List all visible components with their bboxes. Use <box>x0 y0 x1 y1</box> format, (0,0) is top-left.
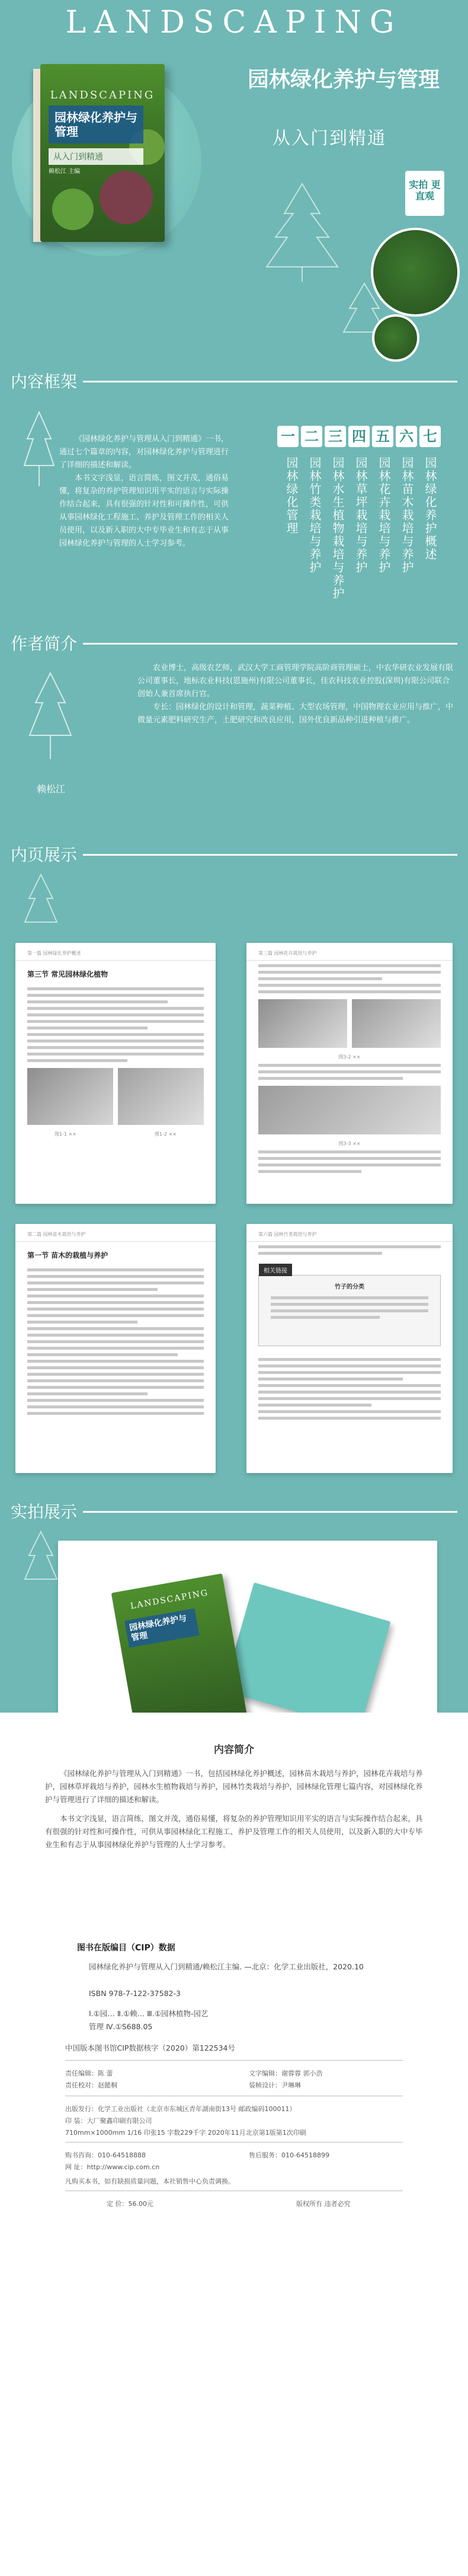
page-section-title: 第一节 苗木的栽植与养护 <box>27 1251 108 1260</box>
cover-title: 园林绿化养护与管理 <box>124 1608 199 1647</box>
hero-banner: LANDSCAPING <box>65 5 403 40</box>
summary-heading: 内容简介 <box>214 1744 254 1756</box>
price: 定 价：56.00元 <box>107 2200 153 2208</box>
page-header: 第二篇 园林苗木栽培与养护 <box>15 1224 216 1242</box>
tree-crown-image <box>52 189 94 230</box>
website: 网 址：http://www.cip.com.cn <box>65 2163 160 2171</box>
plant-photo <box>258 999 347 1048</box>
section-divider <box>83 643 457 645</box>
tree-outline-icon <box>20 872 62 937</box>
cover-banner: LANDSCAPING <box>129 1587 210 1611</box>
section-divider <box>83 381 457 382</box>
cover-author: 赖松江 主编 <box>49 168 81 175</box>
divider <box>65 2142 403 2143</box>
chapter-numeral: 二 <box>301 426 322 447</box>
related-link-box <box>258 1268 441 1346</box>
cip-line: ISBN 978-7-122-37582-3 <box>89 1989 181 1998</box>
page-header: 第六篇 园林竹类栽培与养护 <box>246 1224 453 1242</box>
printer-info: 印 装：大厂聚鑫印刷有限公司 <box>65 2117 152 2125</box>
editor-credit: 文字编辑：谢蓉蓉 郭小浩 <box>249 2070 323 2077</box>
chapter-title: 园林花卉栽培与养护 <box>377 457 391 574</box>
figure-caption: 图1-2 ×× <box>154 1131 177 1137</box>
preview-page <box>15 943 216 1204</box>
section-heading-author: 作者简介 <box>11 634 78 653</box>
intro-paragraph: 本书文字浅显，语言简练，图文并茂，通俗易懂，将复杂的养护管理知识用平实的语言与实际操作结合起来，具有很强的针对性和可操作性，可供从事园林绿化工程施工、养护及管理工作的相关人员使用，以及新入职的大中专毕业生和有志于从事园林绿化养护与管理的人士学习参考。 <box>59 474 229 548</box>
plant-photo <box>352 999 441 1048</box>
book-back-cover <box>223 1583 390 1730</box>
cip-line: 中国版本图书馆CIP数据核字（2020）第122534号 <box>65 2043 235 2052</box>
chapter-numerals <box>277 426 441 447</box>
summary-paragraph: 《园林绿化养护与管理从入门到精通》一书，包括园林绿化养护概述，园林苗木栽培与养护，园林花卉栽培与养护，园林草坪栽培与养护，园林水生植物栽培与养护，园林竹类栽培与养护，园林绿化管理七篇内容，对园林绿化养护与管理进行了详细的描述和解读。 <box>45 1769 423 1804</box>
tree-photo-circle <box>371 228 460 317</box>
chapter-numeral: 五 <box>372 426 393 447</box>
copyright-section <box>0 1713 468 2576</box>
section-divider <box>83 1511 457 1513</box>
chapter-numeral: 七 <box>419 426 441 447</box>
page-header: 第三篇 园林花卉栽培与养护 <box>246 943 453 961</box>
section-heading-framework: 内容框架 <box>11 372 78 391</box>
page-header: 第一篇 园林绿化养护概述 <box>15 943 216 961</box>
chapter-numeral: 四 <box>348 426 370 447</box>
hero-section <box>0 0 468 356</box>
purchase-contact: 购书咨询：010-64518888 <box>65 2151 146 2159</box>
figure-caption: 图3-3 ×× <box>338 1141 361 1146</box>
preview-page <box>246 1224 453 1473</box>
hero-badge: 实拍 更直观 <box>405 171 444 216</box>
cip-title: 图书在版编目（CIP）数据 <box>77 1943 175 1953</box>
related-link-title: 竹子的分类 <box>335 1284 364 1290</box>
divider <box>65 2060 403 2061</box>
author-name: 赖松江 <box>37 783 66 795</box>
author-bio <box>137 662 457 727</box>
section-heading-photos: 实拍展示 <box>11 1502 78 1522</box>
related-link-label: 相关链接 <box>259 1264 292 1276</box>
cover-subtitle: 从入门到精通 <box>49 148 143 165</box>
section-divider <box>83 854 457 856</box>
page-section-title: 第三节 常见园林绿化植物 <box>27 970 108 978</box>
publisher-info: 出版发行：化学工业出版社（北京市东城区青年湖南街13号 邮政编码100011） <box>65 2105 296 2113</box>
plant-photo <box>27 1068 113 1125</box>
intro-paragraph: 《园林绿化养护与管理从入门到精通》一书，通过七个篇章的内容，对园林绿化养护与管理进行了详细的描述和解读。 <box>59 435 229 470</box>
figure-caption: 图3-2 ×× <box>338 1054 361 1060</box>
chapter-numeral: 六 <box>396 426 417 447</box>
book-cover <box>40 64 165 242</box>
service-contact: 售后服务：010-64518899 <box>249 2151 329 2159</box>
chapter-title: 园林绿化养护概述 <box>423 457 437 561</box>
editor-credit: 装帧设计：尹琳琳 <box>249 2081 301 2089</box>
cip-line: Ⅰ.①园… Ⅱ.①赖… Ⅲ.①园林植物-园艺 <box>89 2009 209 2018</box>
author-bio-paragraph: 专长：园林绿化的设计和管理，蔬菜种植、大型农场管理，中国物理农业应用与推广，中微量元素肥料研究生产，土肥研究和改良应用，国外优良新品种引进种植与推广。 <box>137 703 454 725</box>
plant-photo <box>118 1068 204 1125</box>
cip-line: 管理 Ⅳ.①S688.05 <box>89 2022 153 2031</box>
figure-caption: 图1-1 ×× <box>54 1131 76 1137</box>
author-bio-paragraph: 农业博士，高级农艺师，武汉大学工商管理学院高阶商管理硕士，中农华研农业发展有限公司董事长，地标农业科技(恩施州)有限公司董事长，佳农科技农业控股(深圳)有限公司联合创始人兼首席执行官。 <box>137 664 454 699</box>
hero-subtitle: 从入门到精通 <box>273 128 386 149</box>
tree-crown-image <box>100 171 153 224</box>
cip-line: 园林绿化养护与管理从入门到精通/赖松江主编. —北京：化学工业出版社，2020.10 <box>89 1962 364 1971</box>
editor-credit: 责任编辑：陈 蕾 <box>65 2070 113 2077</box>
framework-intro <box>59 433 231 550</box>
tree-outline-icon <box>20 1529 62 1594</box>
preview-page <box>246 943 453 1204</box>
tree-outline-icon <box>21 409 57 510</box>
tree-outline-icon <box>24 670 77 777</box>
quality-notice: 凡购买本书，如有缺损质量问题，本社销售中心负责调换。 <box>65 2178 235 2185</box>
chapter-title: 园林水生植物栽培与养护 <box>331 457 345 600</box>
cover-title: 园林绿化养护与管理 <box>49 106 143 144</box>
plant-photo <box>258 1086 441 1134</box>
summary-paragraph: 本书文字浅显，语言简练，图文并茂，通俗易懂，将复杂的养护管理知识用平实的语言与实际操作结合起来，具有很强的针对性和可操作性，可供从事园林绿化工程施工、养护及管理工作的相关人员使用，以及新入职的大中专毕业生和有志于从事园林绿化养护与管理的人士学习参考。 <box>45 1814 423 1849</box>
hero-title: 园林绿化养护与管理 <box>248 67 440 92</box>
chapter-title: 园林苗木栽培与养护 <box>400 457 414 574</box>
print-spec: 710mm×1000mm 1/16 印张15 字数229千字 2020年11月北京第1版第1次印刷 <box>65 2129 306 2137</box>
chapter-title: 园林竹类栽培与养护 <box>307 457 322 574</box>
tree-outline-icon <box>249 178 355 285</box>
cover-banner: LANDSCAPING <box>50 89 155 101</box>
editor-credit: 责任校对：赵懿桐 <box>65 2081 117 2089</box>
section-heading-preview: 内页展示 <box>11 845 78 865</box>
chapter-numeral: 三 <box>325 426 346 447</box>
summary-text <box>45 1767 424 1851</box>
chapter-title: 园林绿化管理 <box>284 457 299 535</box>
chapter-list <box>283 457 439 635</box>
rights-notice: 版权所有 违者必究 <box>296 2200 351 2208</box>
chapter-title: 园林草坪栽培与养护 <box>354 457 368 574</box>
chapter-numeral: 一 <box>277 426 299 447</box>
tree-photo-circle <box>372 314 419 362</box>
preview-page <box>15 1224 216 1473</box>
